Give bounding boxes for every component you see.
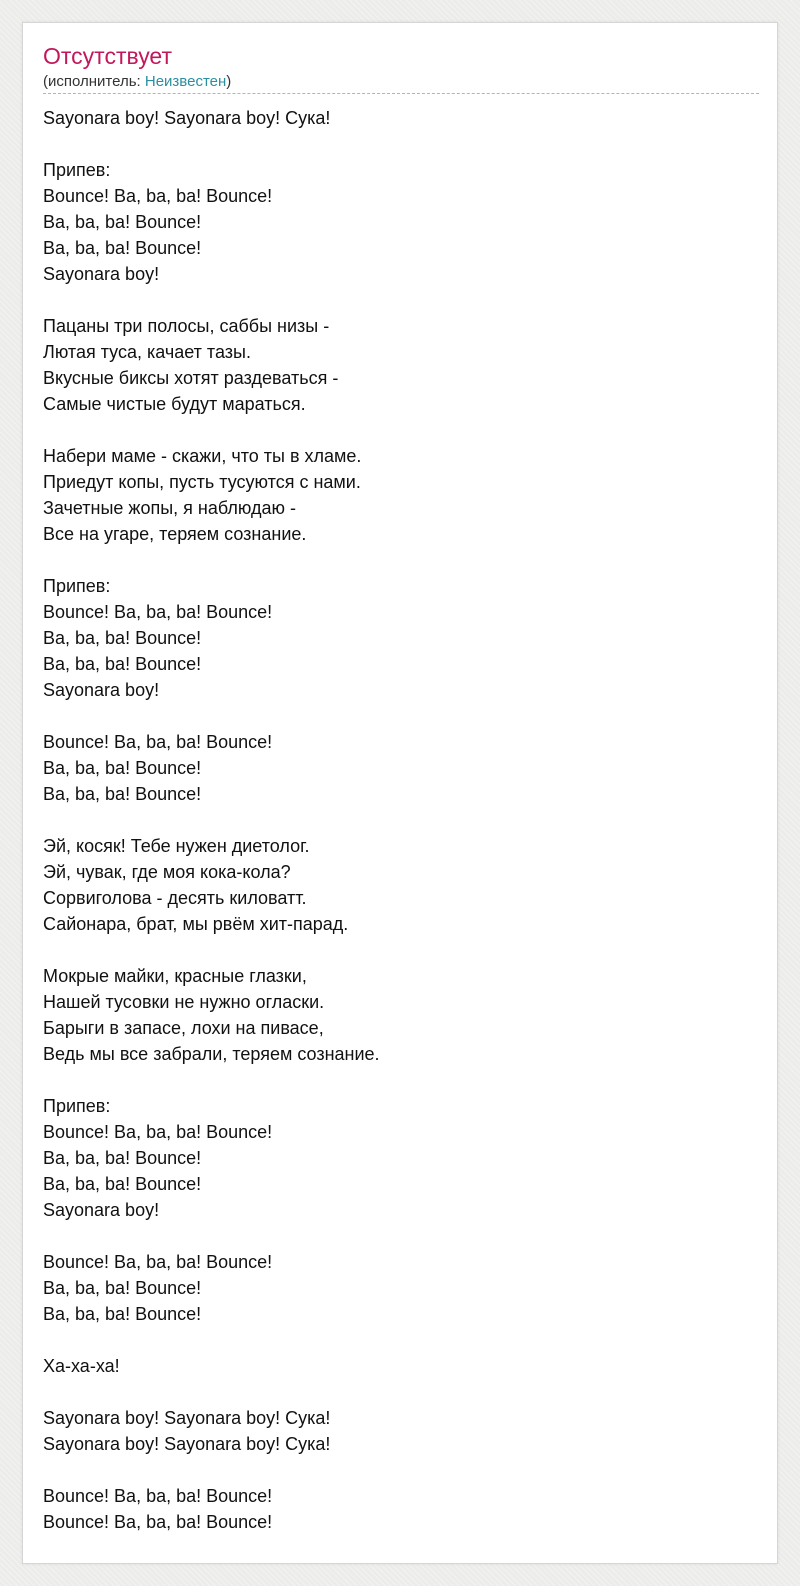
lyric-line: Мокрые майки, красные глазки, xyxy=(43,966,307,986)
lyric-line: Ba, ba, ba! Bounce! xyxy=(43,1278,202,1298)
lyric-line: Bounce! Ba, ba, ba! Bounce! xyxy=(43,1512,273,1532)
lyric-line: Барыги в запасе, лохи на пивасе, xyxy=(43,1018,324,1038)
lyric-line: Ba, ba, ba! Bounce! xyxy=(43,1148,202,1168)
lyric-line: Эй, косяк! Тебе нужен диетолог. xyxy=(43,836,310,856)
lyric-line: Bounce! Ba, ba, ba! Bounce! xyxy=(43,186,273,206)
lyric-line: Ba, ba, ba! Bounce! xyxy=(43,1174,202,1194)
lyric-line: Sayonara boy! xyxy=(43,1200,160,1220)
lyric-line: Припев: xyxy=(43,160,111,180)
lyric-line: Приедут копы, пусть тусуются с нами. xyxy=(43,472,361,492)
stanza-break xyxy=(43,1327,759,1353)
title-divider xyxy=(43,93,759,94)
lyric-line: Вкусные биксы хотят раздеваться - xyxy=(43,368,339,388)
lyric-line: Эй, чувак, где моя кока-кола? xyxy=(43,862,291,882)
lyric-line: Сорвиголова - десять киловатт. xyxy=(43,888,307,908)
stanza-break xyxy=(43,937,759,963)
lyric-line: Ba, ba, ba! Bounce! xyxy=(43,758,202,778)
lyric-line: Припев: xyxy=(43,1096,111,1116)
lyric-line: Ba, ba, ba! Bounce! xyxy=(43,1304,202,1324)
lyrics-card xyxy=(22,22,778,1564)
lyric-line: Самые чистые будут мараться. xyxy=(43,394,306,414)
lyric-line: Набери маме - скажи, что ты в хламе. xyxy=(43,446,362,466)
artist-line xyxy=(43,73,231,91)
song-title: Отсутствует xyxy=(43,43,172,69)
lyric-line: Лютая туса, качает тазы. xyxy=(43,342,251,362)
stanza-break xyxy=(43,807,759,833)
stanza-break xyxy=(43,417,759,443)
lyric-line: Sayonara boy! Sayonara boy! Сука! xyxy=(43,1408,331,1428)
lyric-line: Ведь мы все забрали, теряем сознание. xyxy=(43,1044,380,1064)
stanza-break xyxy=(43,287,759,313)
lyric-line: Ba, ba, ba! Bounce! xyxy=(43,238,202,258)
artist-link[interactable]: Неизвестен xyxy=(144,73,227,90)
artist-suffix: ) xyxy=(226,73,232,90)
lyric-line: Припев: xyxy=(43,576,111,596)
lyric-line: Зачетные жопы, я наблюдаю - xyxy=(43,498,296,518)
artist-prefix: (исполнитель: xyxy=(43,73,145,90)
lyric-line: Ba, ba, ba! Bounce! xyxy=(43,628,202,648)
stanza-break xyxy=(43,1067,759,1093)
stanza-break xyxy=(43,1379,759,1405)
lyric-line: Bounce! Ba, ba, ba! Bounce! xyxy=(43,1122,273,1142)
lyric-line: Sayonara boy! Sayonara boy! Сука! xyxy=(43,1434,331,1454)
stanza-break xyxy=(43,703,759,729)
stanza-break xyxy=(43,1223,759,1249)
lyric-line: Sayonara boy! Sayonara boy! Сука! xyxy=(43,108,331,128)
lyric-line: Пацаны три полосы, саббы низы - xyxy=(43,316,330,336)
lyric-line: Ха-ха-ха! xyxy=(43,1356,120,1376)
lyric-line: Нашей тусовки не нужно огласки. xyxy=(43,992,325,1012)
lyric-line: Sayonara boy! xyxy=(43,264,160,284)
lyric-line: Ba, ba, ba! Bounce! xyxy=(43,784,202,804)
lyric-line: Bounce! Ba, ba, ba! Bounce! xyxy=(43,1486,273,1506)
lyric-line: Все на угаре, теряем сознание. xyxy=(43,524,307,544)
lyric-line: Bounce! Ba, ba, ba! Bounce! xyxy=(43,1252,273,1272)
lyrics-text xyxy=(43,105,759,1535)
lyric-line: Ba, ba, ba! Bounce! xyxy=(43,654,202,674)
lyric-line: Bounce! Ba, ba, ba! Bounce! xyxy=(43,732,273,752)
lyric-line: Bounce! Ba, ba, ba! Bounce! xyxy=(43,602,273,622)
stanza-break xyxy=(43,547,759,573)
stanza-break xyxy=(43,1457,759,1483)
lyric-line: Sayonara boy! xyxy=(43,680,160,700)
stanza-break xyxy=(43,131,759,157)
lyric-line: Сайонара, брат, мы рвём хит-парад. xyxy=(43,914,349,934)
lyric-line: Ba, ba, ba! Bounce! xyxy=(43,212,202,232)
